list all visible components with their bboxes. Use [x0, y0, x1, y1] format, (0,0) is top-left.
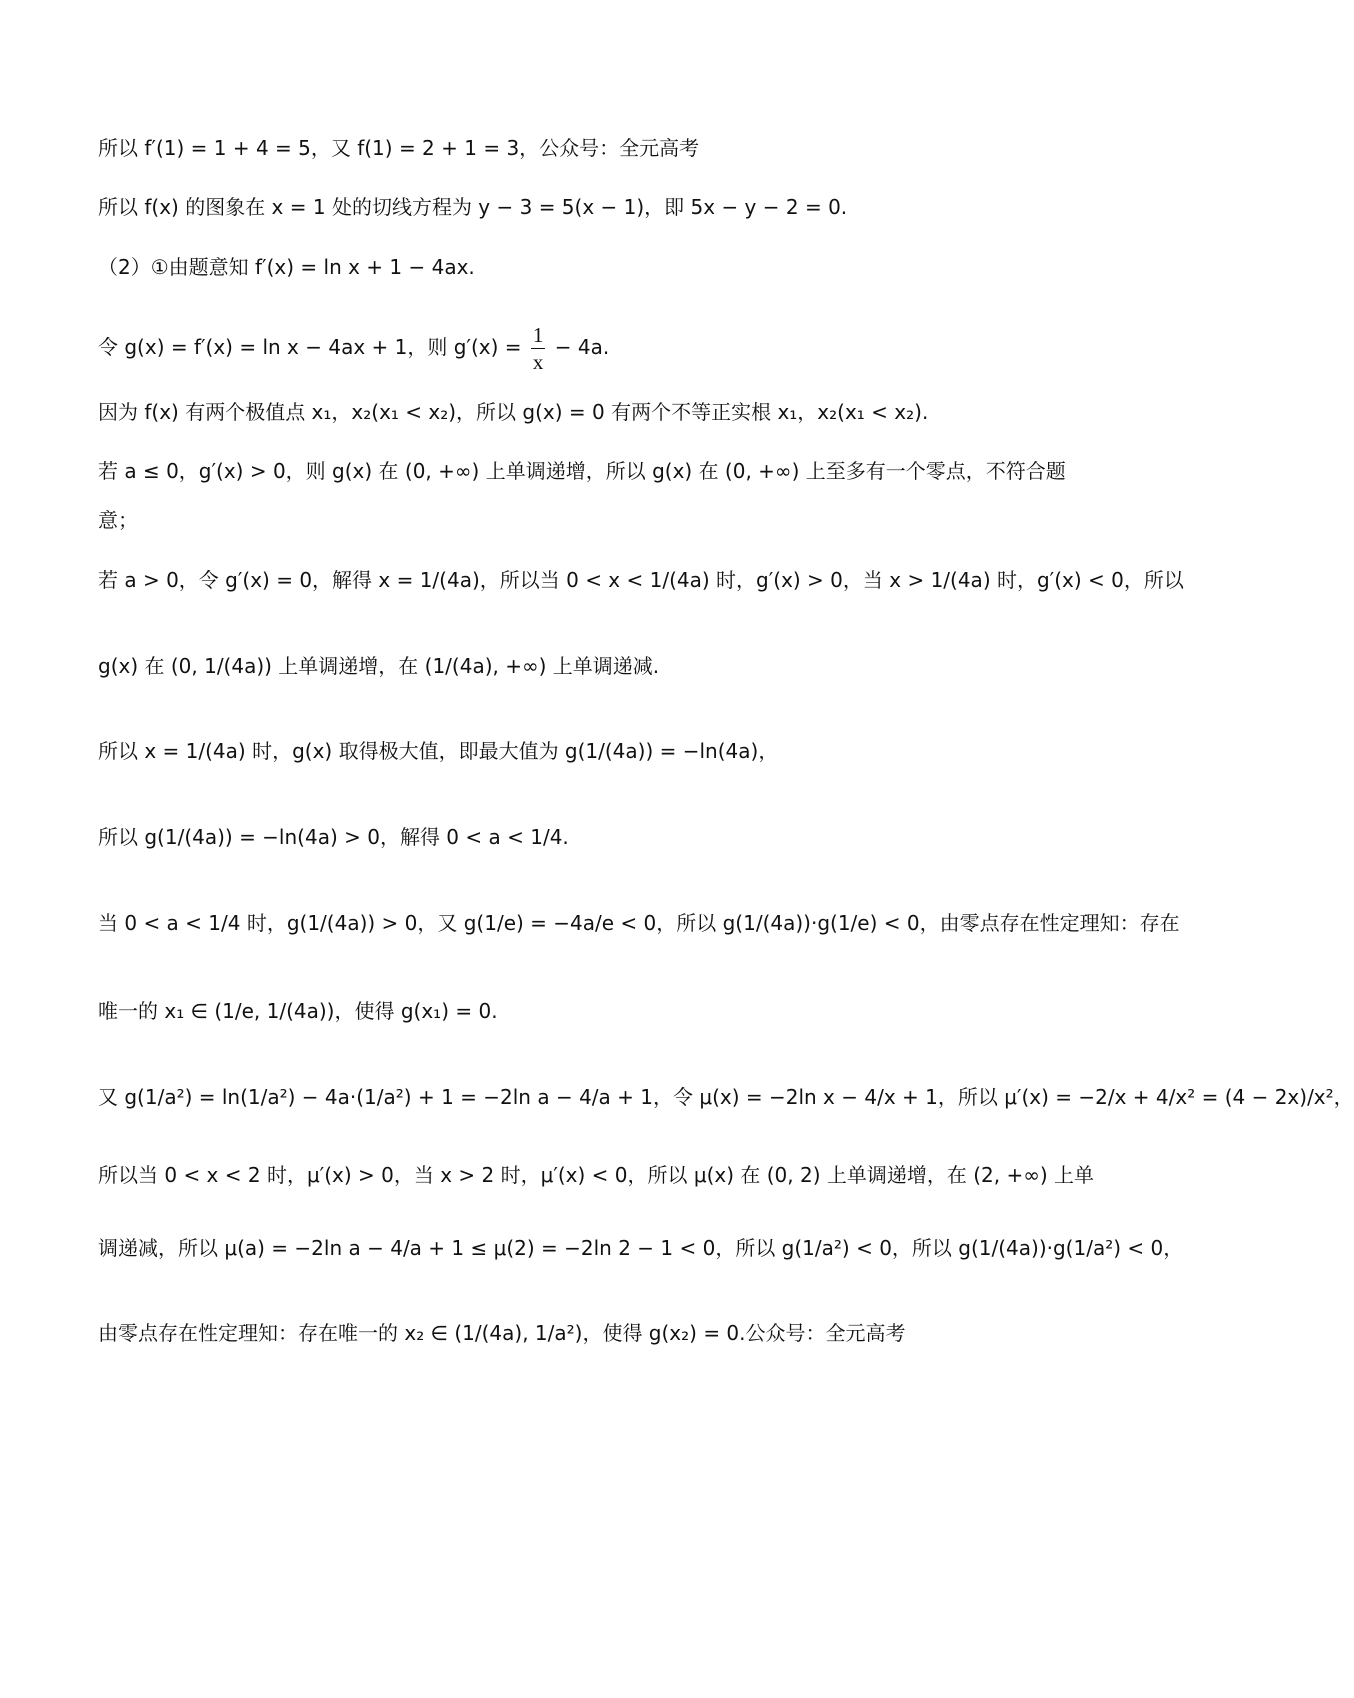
- text-line-1: 所以 f′(1) = 1 + 4 = 5，又 f(1) = 2 + 1 = 3，公众号：全元高考: [98, 136, 700, 160]
- text-line-6: 若 a ≤ 0，g′(x) > 0，则 g(x) 在 (0, +∞) 上单调递增，所以 g(x) 在 (0, +∞) 上至多有一个零点，不符合题: [98, 459, 1066, 483]
- text-line-12: 当 0 < a < 1/4 时，g(1/(4a)) > 0，又 g(1/e) = −4a/e < 0，所以 g(1/(4a))·g(1/e) < 0，由零点存在性定理知：存在: [98, 911, 1180, 935]
- fraction-1-over-x: [531, 322, 546, 375]
- fraction-numerator: 1: [532, 323, 544, 347]
- text-line-11: 所以 g(1/(4a)) = −ln(4a) > 0，解得 0 < a < 1/4.: [98, 825, 569, 849]
- text-line-14: 又 g(1/a²) = ln(1/a²) − 4a·(1/a²) + 1 = −2ln a − 4/a + 1，令 μ(x) = −2ln x − 4/x + 1，所以 μ′(x) = −2/x + 4/x² = (4 − 2x)/x²，: [98, 1085, 1354, 1109]
- text-line-9: g(x) 在 (0, 1/(4a)) 上单调递增，在 (1/(4a), +∞) 上单调递减.: [98, 654, 660, 678]
- fraction-denominator: x: [532, 350, 544, 374]
- text-line-15: 所以当 0 < x < 2 时，μ′(x) > 0，当 x > 2 时，μ′(x) < 0，所以 μ(x) 在 (0, 2) 上单调递增，在 (2, +∞) 上单: [98, 1163, 1095, 1187]
- line-4-suffix: − 4a.: [548, 335, 610, 359]
- text-line-4: [98, 322, 1140, 375]
- line-4-prefix: 令 g(x) = f′(x) = ln x − 4ax + 1，则 g′(x) =: [98, 335, 528, 359]
- text-line-13: 唯一的 x₁ ∈ (1/e, 1/(4a))，使得 g(x₁) = 0.: [98, 999, 498, 1023]
- text-line-10: 所以 x = 1/(4a) 时，g(x) 取得极大值，即最大值为 g(1/(4a)) = −ln(4a)，: [98, 739, 779, 763]
- text-line-17: 由零点存在性定理知：存在唯一的 x₂ ∈ (1/(4a), 1/a²)，使得 g(x₂) = 0.公众号：全元高考: [98, 1321, 906, 1345]
- text-line-16: 调递减，所以 μ(a) = −2ln a − 4/a + 1 ≤ μ(2) = −2ln 2 − 1 < 0，所以 g(1/a²) < 0，所以 g(1/(4a))·g(1/a²) < 0，: [98, 1236, 1184, 1260]
- text-line-7: 意；: [98, 508, 138, 532]
- text-line-5: 因为 f(x) 有两个极值点 x₁，x₂(x₁ < x₂)，所以 g(x) = 0 有两个不等正实根 x₁，x₂(x₁ < x₂).: [98, 400, 929, 424]
- text-line-3: （2）①由题意知 f′(x) = ln x + 1 − 4ax.: [98, 255, 475, 279]
- text-line-8: 若 a > 0，令 g′(x) = 0，解得 x = 1/(4a)，所以当 0 < x < 1/(4a) 时，g′(x) > 0，当 x > 1/(4a) 时，g′(x) < 0，所以: [98, 568, 1184, 592]
- text-line-2: 所以 f(x) 的图象在 x = 1 处的切线方程为 y − 3 = 5(x − 1)，即 5x − y − 2 = 0.: [98, 195, 848, 219]
